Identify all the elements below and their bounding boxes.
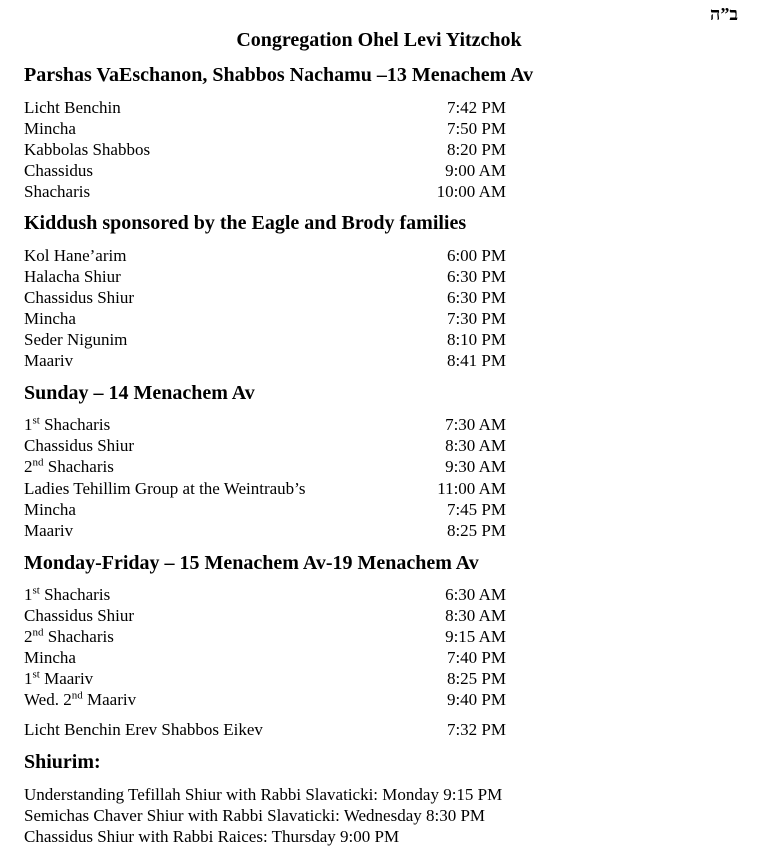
schedule-row — [24, 181, 506, 202]
shiur-line: Chassidus Shiur with Rabbi Raices: Thursday 9:00 PM — [24, 827, 400, 846]
event-time: 10:00 AM — [436, 182, 506, 201]
event-name: 1st Shacharis — [24, 414, 111, 434]
schedule-row — [24, 350, 506, 371]
event-name: Kol Hane’arim — [24, 246, 127, 265]
event-name: Halacha Shiur — [24, 267, 121, 286]
schedule-row — [24, 584, 506, 605]
page-title: Congregation Ohel Levi Yitzchok — [236, 29, 522, 51]
event-name: Maariv — [24, 521, 74, 540]
event-name: Mincha — [24, 648, 76, 667]
event-time: 6:30 PM — [446, 267, 506, 286]
event-name: Shacharis — [24, 182, 91, 201]
schedule-row — [24, 668, 506, 689]
schedule-row — [24, 626, 506, 647]
event-name: Mincha — [24, 119, 76, 138]
section-heading-kiddush: Kiddush sponsored by the Eagle and Brody families — [24, 212, 467, 234]
licht-benchin-erev-row — [24, 719, 506, 740]
event-name: Licht Benchin Erev Shabbos Eikev — [24, 720, 263, 739]
shiur-line: Understanding Tefillah Shiur with Rabbi Slavaticki: Monday 9:15 PM — [24, 785, 503, 804]
event-time: 7:30 PM — [446, 309, 506, 328]
schedule-row — [24, 97, 506, 118]
event-time: 8:25 PM — [446, 669, 506, 688]
event-name: Maariv — [24, 351, 74, 370]
schedule-row — [24, 245, 506, 266]
section-heading-weekdays: Monday-Friday – 15 Menachem Av-19 Menachem Av — [24, 552, 479, 574]
event-name: 1st Shacharis — [24, 584, 111, 604]
schedule-row — [24, 139, 506, 160]
event-name: Wed. 2nd Maariv — [24, 689, 137, 709]
event-time: 9:40 PM — [446, 690, 506, 709]
schedule-row — [24, 605, 506, 626]
event-time: 8:25 PM — [446, 521, 506, 540]
schedule-row — [24, 647, 506, 668]
schedule-row — [24, 689, 506, 710]
event-time: 6:00 PM — [446, 246, 506, 265]
event-time: 7:32 PM — [446, 720, 506, 739]
event-name: 2nd Shacharis — [24, 456, 114, 476]
schedule-row — [24, 435, 506, 456]
event-name: Chassidus — [24, 161, 93, 180]
schedule-row — [24, 287, 506, 308]
event-time: 9:00 AM — [445, 161, 506, 180]
event-name: Kabbolas Shabbos — [24, 140, 151, 159]
event-time: 9:30 AM — [445, 457, 506, 476]
schedule-row — [24, 520, 506, 541]
shiur-line: Semichas Chaver Shiur with Rabbi Slavaticki: Wednesday 8:30 PM — [24, 806, 486, 825]
event-time: 8:20 PM — [446, 140, 506, 159]
schedule-row — [24, 329, 506, 350]
event-time: 8:30 AM — [445, 436, 506, 455]
event-name: Ladies Tehillim Group at the Weintraub’s — [24, 479, 306, 498]
section-heading-shabbos: Parshas VaEschanon, Shabbos Nachamu –13 Menachem Av — [24, 64, 534, 86]
schedule-row — [24, 118, 506, 139]
bh-header: ב”ה — [709, 4, 738, 24]
event-time: 6:30 PM — [446, 288, 506, 307]
schedule-row — [24, 478, 506, 499]
event-time: 7:30 AM — [445, 415, 506, 434]
event-name: Chassidus Shiur — [24, 288, 135, 307]
event-name: Mincha — [24, 309, 76, 328]
event-time: 9:15 AM — [445, 627, 506, 646]
schedule-row — [24, 308, 506, 329]
event-time: 8:41 PM — [446, 351, 506, 370]
schedule-row — [24, 266, 506, 287]
event-time: 8:30 AM — [445, 606, 506, 625]
event-time: 6:30 AM — [445, 585, 506, 604]
shiurim-heading: Shiurim: — [24, 751, 101, 773]
schedule-row — [24, 456, 506, 477]
event-name: 2nd Shacharis — [24, 626, 114, 646]
event-time: 8:10 PM — [446, 330, 506, 349]
schedule-row — [24, 160, 506, 181]
event-name: Mincha — [24, 500, 76, 519]
event-name: Chassidus Shiur — [24, 436, 135, 455]
event-name: Chassidus Shiur — [24, 606, 135, 625]
event-time: 7:42 PM — [446, 98, 506, 117]
section-heading-sunday: Sunday – 14 Menachem Av — [24, 382, 255, 404]
event-time: 7:45 PM — [446, 500, 506, 519]
schedule-row — [24, 499, 506, 520]
event-time: 7:50 PM — [446, 119, 506, 138]
event-name: 1st Maariv — [24, 668, 94, 688]
event-name: Licht Benchin — [24, 98, 121, 117]
event-time: 11:00 AM — [437, 479, 506, 498]
schedule-row — [24, 414, 506, 435]
event-time: 7:40 PM — [446, 648, 506, 667]
event-name: Seder Nigunim — [24, 330, 128, 349]
